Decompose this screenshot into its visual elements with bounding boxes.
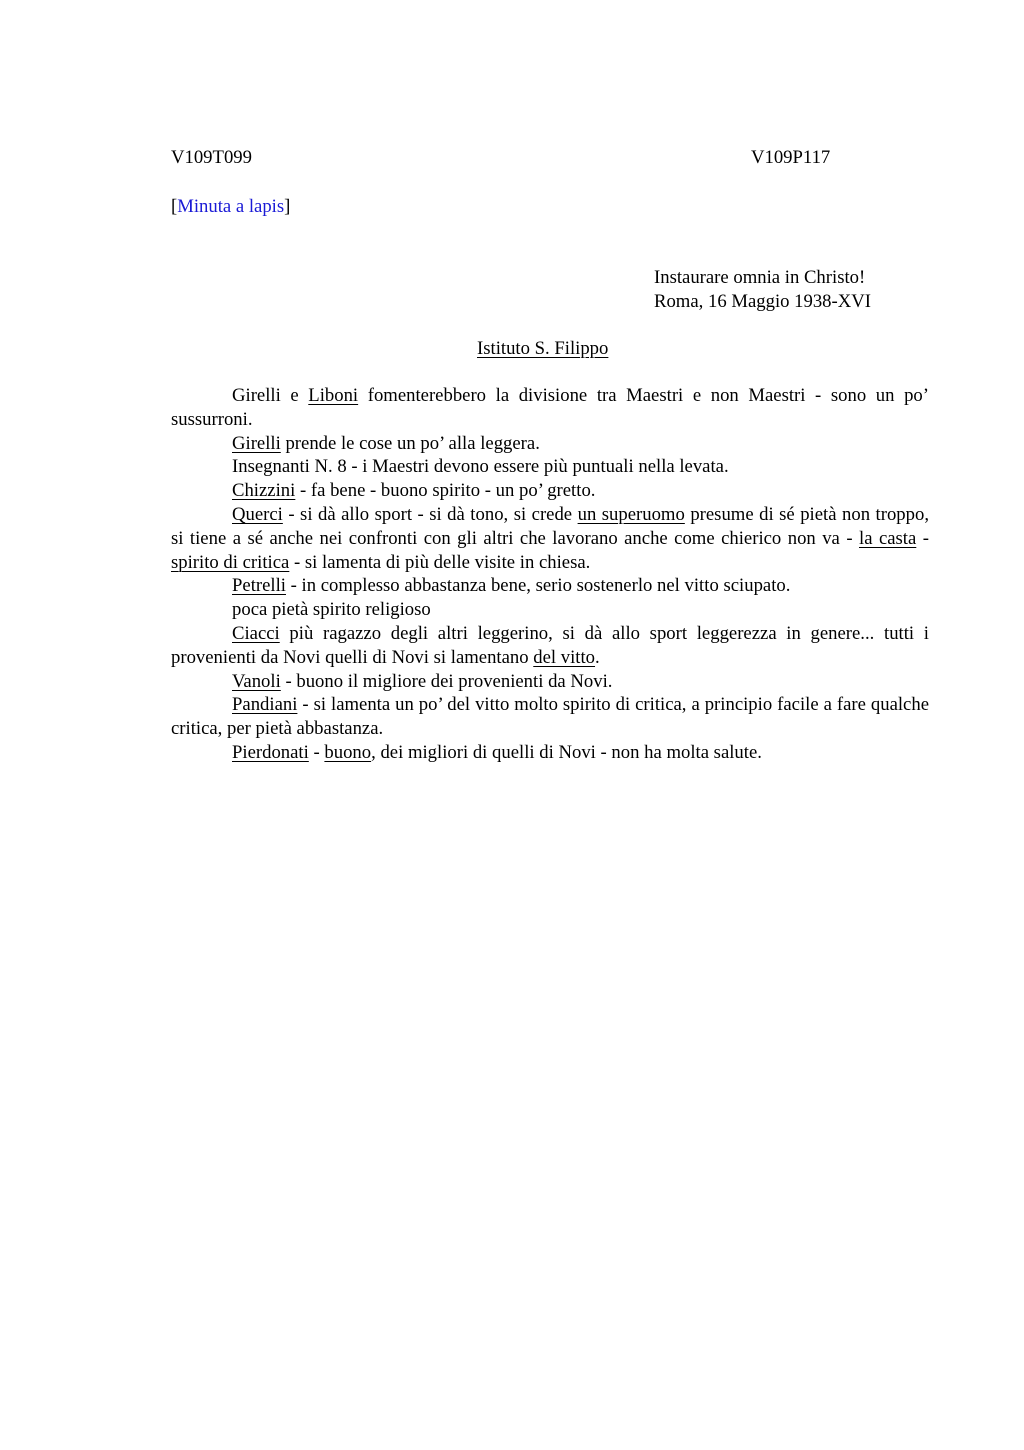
entry-paragraph xyxy=(171,598,929,622)
entry-paragraph xyxy=(171,455,929,479)
entry-paragraph xyxy=(171,693,929,741)
entry-paragraph xyxy=(171,670,929,694)
underlined-text: spirito di critica xyxy=(171,551,290,573)
entry-paragraph xyxy=(171,503,929,574)
entry-text: Girelli e xyxy=(232,385,309,406)
underlined-text: Querci xyxy=(232,503,283,525)
entry-text: - xyxy=(916,527,929,549)
document-code-left: V109T099 xyxy=(171,147,252,168)
entry-paragraph xyxy=(171,741,929,765)
entry-text: prende le cose un po’ alla leggera. xyxy=(280,432,540,454)
note-open-bracket: [ xyxy=(171,196,178,217)
entry-text: - buono il migliore dei provenienti da Novi. xyxy=(280,670,613,692)
underlined-text: la casta xyxy=(859,527,917,549)
entry-text: - xyxy=(308,741,325,763)
entry-text: presume di sé pietà non troppo, si tiene a sé anche nei confronti con gli altri che lavorano anche come chierico non va - xyxy=(171,503,929,549)
underlined-text: Ciacci xyxy=(232,622,280,644)
underlined-text: Liboni xyxy=(308,385,359,406)
underlined-text: un superuomo xyxy=(577,503,685,525)
entry-text: - fa bene - buono spirito - un po’ gretto. xyxy=(295,480,596,502)
entry-text: , dei migliori di quelli di Novi - non ha molta salute. xyxy=(371,741,762,763)
entry-text: - si lamenta di più delle visite in chiesa. xyxy=(289,551,591,573)
underlined-text: Pierdonati xyxy=(232,741,309,763)
note-text: Minuta a lapis xyxy=(177,196,285,217)
entry-text: più ragazzo degli altri leggerino, si dà allo sport leggerezza in genere... tutti i provenienti da Novi quelli di Novi si lamentano xyxy=(171,622,929,668)
entry-paragraph xyxy=(171,384,929,432)
entry-paragraph xyxy=(171,574,929,598)
entry-text: - in complesso abbastanza bene, serio sostenerlo nel vitto sciupato. xyxy=(285,575,791,597)
entry-text: - si lamenta un po’ del vitto molto spirito di critica, a principio facile a fare qualche critica, per pietà abbastanza. xyxy=(171,694,929,740)
editorial-note xyxy=(171,195,290,219)
underlined-text: Vanoli xyxy=(232,670,281,692)
entry-paragraph xyxy=(171,622,929,670)
entry-paragraph xyxy=(171,479,929,503)
underlined-text: del vitto xyxy=(533,646,596,668)
underlined-text: buono xyxy=(324,741,372,763)
underlined-text: Chizzini xyxy=(232,480,296,502)
note-close-bracket: ] xyxy=(284,196,291,217)
entry-text: Insegnanti N. 8 - i Maestri devono essere più puntuali nella levata. xyxy=(232,456,729,478)
document-title: Istituto S. Filippo xyxy=(477,338,609,359)
place-date: Roma, 16 Maggio 1938-XVI xyxy=(654,291,871,312)
underlined-text: Girelli xyxy=(232,432,281,454)
underlined-text: Pandiani xyxy=(232,694,298,716)
motto: Instaurare omnia in Christo! xyxy=(654,267,866,288)
entry-text: - si dà allo sport - si dà tono, si crede xyxy=(282,503,578,525)
entry-text: . xyxy=(595,646,600,668)
document-code-right: V109P117 xyxy=(751,147,831,168)
entry-text: poca pietà spirito religioso xyxy=(232,599,431,621)
body-text xyxy=(171,384,929,765)
underlined-text: Petrelli xyxy=(232,575,286,597)
entry-paragraph xyxy=(171,432,929,456)
entry-text: fomenterebbero la divisione tra Maestri e non Maestri - sono un po’ sussurroni. xyxy=(171,385,929,430)
